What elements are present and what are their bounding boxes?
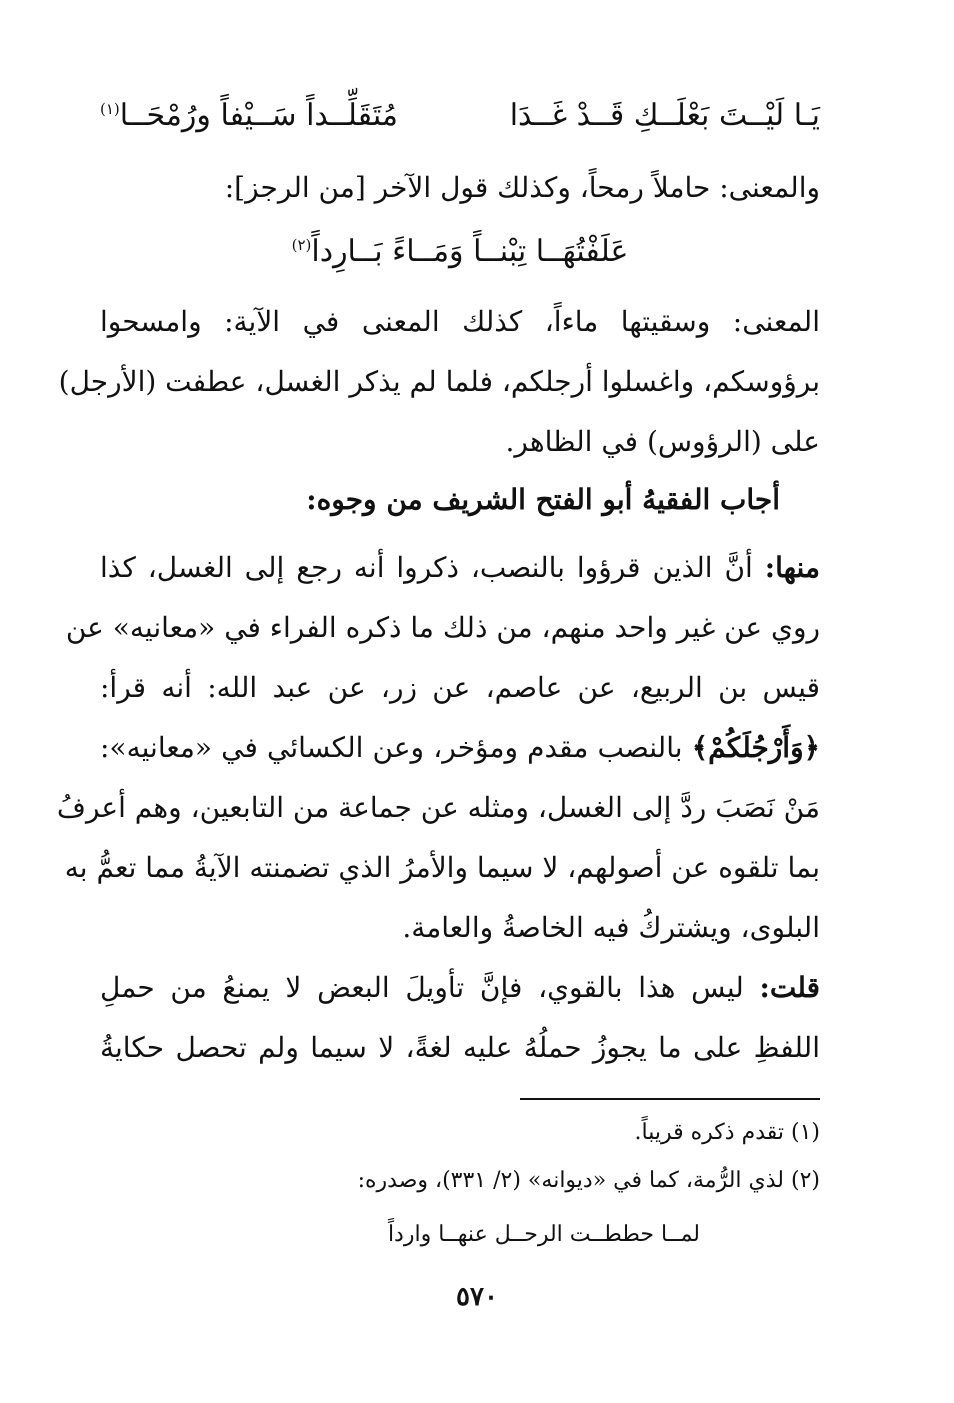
footnote-separator: [520, 1098, 820, 1100]
verse-1-second-hemistich-text: مُتَقَلِّــداً سَــيْفاً ورُمْحَــا: [119, 98, 398, 133]
paragraph-1-line-3: على (الرؤوس) في الظاهر.: [505, 425, 820, 458]
paragraph-2-line-4-text: بالنصب مقدم ومؤخر، وعن الكسائي في «معانيه»:: [100, 731, 683, 764]
paragraph-2-line-7: البلوى، ويشتركُ فيه الخاصةُ والعامة.: [402, 911, 820, 944]
footnote-ref-1: (١): [100, 100, 120, 118]
paragraph-2-line-5: مَنْ نَصَبَ ردَّ إلى الغسل، ومثله عن جماعة من التابعين، وهم أعرفُ: [56, 791, 820, 824]
paragraph-3-line-2: اللفظِ على ما يجوزُ حملُهُ عليه لغةً، لا سيما ولم تحصل حكايةُ: [100, 1031, 820, 1064]
heading-text: أجاب الفقيهُ أبو الفتح الشريف من وجوه:: [306, 483, 780, 516]
verse-2-text: عَلَفْتُهَــا تِبْنــاً وَمَــاءً بَــارِداً: [311, 234, 629, 269]
poetry-verse-1: [100, 98, 820, 148]
paragraph-2-line-4: [100, 728, 820, 767]
paragraph-2-line-1-text: أنَّ الذين قرؤوا بالنصب، ذكروا أنه رجع إلى الغسل، كذا: [100, 551, 753, 584]
quran-quote: ﴿وَأَرْجُلَكُمْ﴾: [691, 731, 820, 764]
paragraph-2-line-2: روي عن غير واحد منهم، من ذلك ما ذكره الفراء في «معانيه» عن: [65, 611, 820, 644]
page-number: ٥٧٠: [456, 1282, 498, 1312]
poetry-verse-2: [100, 234, 820, 269]
meaning-line-1: والمعنى: حاملاً رمحاً، وكذلك قول الآخر [من الرجز]:: [224, 171, 820, 204]
paragraph-3-lead: قلت:: [759, 971, 820, 1004]
paragraph-3-line-1: [100, 968, 820, 1007]
footnote-1: (١) تقدم ذكره قريباً.: [634, 1120, 820, 1145]
footnote-ref-2: (٢): [291, 236, 312, 254]
verse-1-first-hemistich: يَـا لَيْــتَ بَعْلَــكِ قَــدْ غَــدَا: [509, 98, 820, 133]
paragraph-2-line-1: [100, 548, 820, 587]
paragraph-2-lead: منها:: [764, 551, 820, 584]
section-heading: [100, 480, 820, 519]
footnote-2-verse: لمــا حططــت الرحــل عنهــا وارداً: [387, 1222, 700, 1247]
paragraph-1-line-2: برؤوسكم، واغسلوا أرجلكم، فلما لم يذكر الغسل، عطفت (الأرجل): [58, 365, 820, 398]
verse-1-second-hemistich: [100, 98, 398, 133]
paragraph-2-line-6: بما تلقوه عن أصولهم، لا سيما والأمرُ الذي تضمنته الآيةُ مما تعمُّ به: [64, 851, 820, 884]
footnote-2: (٢) لذي الرُّمة، كما في «ديوانه» (٢/ ٣٣١)، وصدره:: [357, 1168, 820, 1193]
paragraph-3-line-1-text: ليس هذا بالقوي، فإنَّ تأويلَ البعض لا يمنعُ من حملِ: [100, 971, 744, 1004]
paragraph-2-line-3: قيس بن الربيع، عن عاصم، عن زر، عن عبد الله: أنه قرأ:: [100, 671, 820, 704]
paragraph-1-line-1: المعنى: وسقيتها ماءاً، كذلك المعنى في الآية: وامسحوا: [100, 305, 820, 338]
